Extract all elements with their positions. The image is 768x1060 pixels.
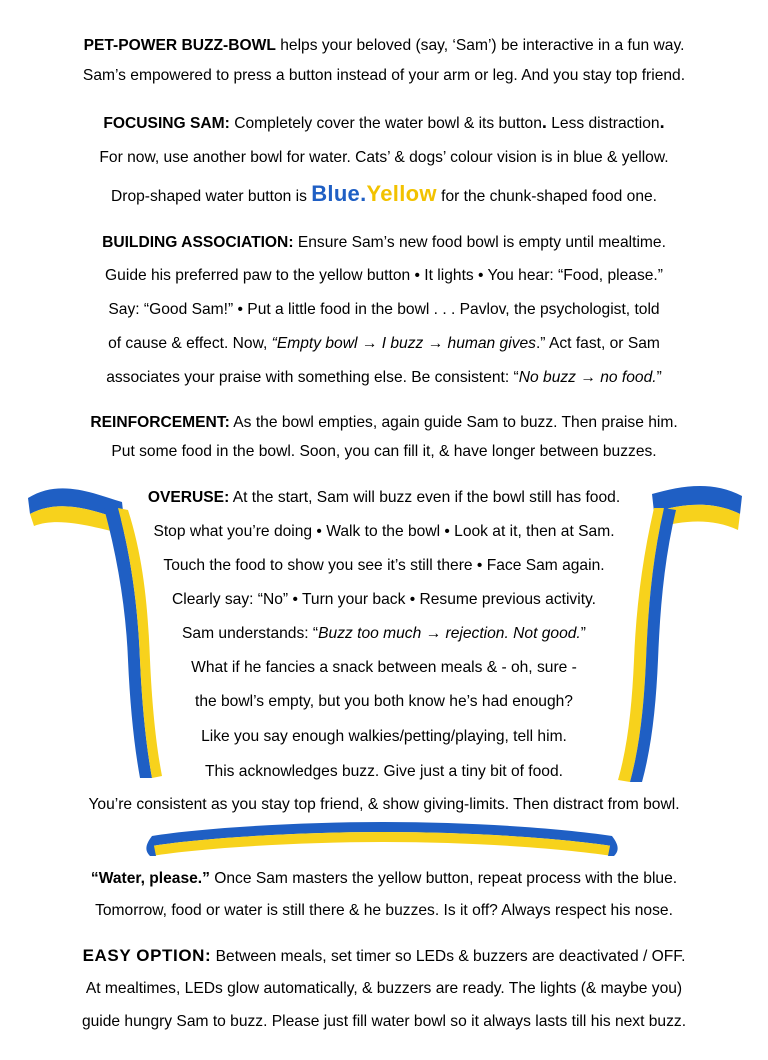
overuse-line-1	[0, 488, 768, 508]
focusing-dot-2: .	[659, 112, 665, 132]
overuse-text: At the start, Sam will buzz even if the bowl still has food.	[229, 489, 621, 506]
water-line-1	[0, 869, 768, 889]
overuse-line-5	[0, 624, 768, 644]
easy-text: Between meals, set timer so LEDs & buzzers are deactivated / OFF.	[211, 948, 686, 965]
yellow-word: Yellow	[366, 181, 437, 206]
focusing-line-2: For now, use another bowl for water. Cats’ & dogs’ colour vision is in blue & yellow.	[99, 149, 669, 166]
building-line-1	[0, 233, 768, 253]
blue-word: Blue.	[311, 181, 367, 206]
focusing-l3-pre: Drop-shaped water button is	[110, 188, 312, 205]
intro-heading: PET-POWER BUZZ-BOWL	[83, 37, 276, 54]
overuse-line-8: Like you say enough walkies/petting/playing, tell him.	[201, 728, 567, 745]
focusing-line-1	[0, 112, 768, 134]
focusing-text: Completely cover the water bowl & its button	[229, 115, 542, 132]
building-l4-post: .” Act fast, or Sam	[535, 335, 660, 352]
reinforcement-line-2: Put some food in the bowl. Soon, you can fill it, & have longer between buzzes.	[111, 443, 657, 460]
focusing-tail: Less distraction	[546, 115, 660, 132]
overuse-line-9: This acknowledges buzz. Give just a tiny bit of food.	[205, 763, 563, 780]
building-line-5	[0, 368, 768, 388]
building-l5-pre: associates your praise with something else. Be consistent: “	[106, 369, 519, 386]
building-l4-italic: “Empty bowl → I buzz → human gives	[271, 335, 536, 352]
water-line-2: Tomorrow, food or water is still there & he buzzes. Is it off? Always respect his nose.	[95, 902, 673, 919]
overuse-line-6: What if he fancies a snack between meals & - oh, sure -	[191, 659, 577, 676]
overuse-line-4: Clearly say: “No” • Turn your back • Resume previous activity.	[172, 591, 596, 608]
easy-line-1	[0, 946, 768, 967]
overuse-l5-italic: Buzz too much → rejection. Not good.	[318, 625, 581, 642]
building-text: Ensure Sam’s new food bowl is empty until mealtime.	[293, 234, 666, 251]
focusing-heading: FOCUSING SAM:	[103, 115, 230, 132]
focusing-l3-post: for the chunk-shaped food one.	[436, 188, 657, 205]
overuse-line-7: the bowl’s empty, but you both know he’s had enough?	[195, 693, 573, 710]
building-line-4	[0, 334, 768, 354]
reinforcement-text: As the bowl empties, again guide Sam to buzz. Then praise him.	[229, 414, 678, 431]
intro-line-2: Sam’s empowered to press a button instead of your arm or leg. And you stay top friend.	[82, 67, 686, 84]
building-l4-pre: of cause & effect. Now,	[108, 335, 272, 352]
easy-heading: EASY OPTION:	[82, 946, 212, 965]
water-text: Once Sam masters the yellow button, repeat process with the blue.	[209, 870, 678, 887]
overuse-heading: OVERUSE:	[147, 489, 230, 506]
easy-line-2: At mealtimes, LEDs glow automatically, & buzzers are ready. The lights (& maybe you)	[85, 980, 683, 997]
building-l5-italic: No buzz → no food.	[518, 369, 657, 386]
overuse-line-3: Touch the food to show you see it’s still there • Face Sam again.	[163, 557, 605, 574]
building-line-2: Guide his preferred paw to the yellow button • It lights • You hear: “Food, please.”	[105, 267, 663, 284]
overuse-l5-pre: Sam understands: “	[182, 625, 319, 642]
water-heading: “Water, please.”	[90, 870, 210, 887]
reinforcement-heading: REINFORCEMENT:	[90, 414, 230, 431]
overuse-line-10: You’re consistent as you stay top friend, & show giving-limits. Then distract from bowl.	[88, 796, 680, 813]
bottom-ribbon	[146, 822, 617, 856]
building-line-3: Say: “Good Sam!” • Put a little food in the bowl . . . Pavlov, the psychologist, told	[108, 301, 660, 318]
focusing-dot: .	[541, 112, 547, 132]
intro-line-1	[0, 36, 768, 56]
overuse-line-2: Stop what you’re doing • Walk to the bowl • Look at it, then at Sam.	[153, 523, 615, 540]
reinforcement-line-1	[0, 413, 768, 433]
building-l5-post: ”	[656, 369, 662, 386]
building-heading: BUILDING ASSOCIATION:	[102, 234, 294, 251]
easy-line-3: guide hungry Sam to buzz. Please just fill water bowl so it always lasts till his next buzz.	[81, 1013, 687, 1030]
overuse-l5-post: ”	[580, 625, 586, 642]
focusing-line-3	[0, 181, 768, 207]
intro-text: helps your beloved (say, ‘Sam’) be interactive in a fun way.	[275, 37, 685, 54]
